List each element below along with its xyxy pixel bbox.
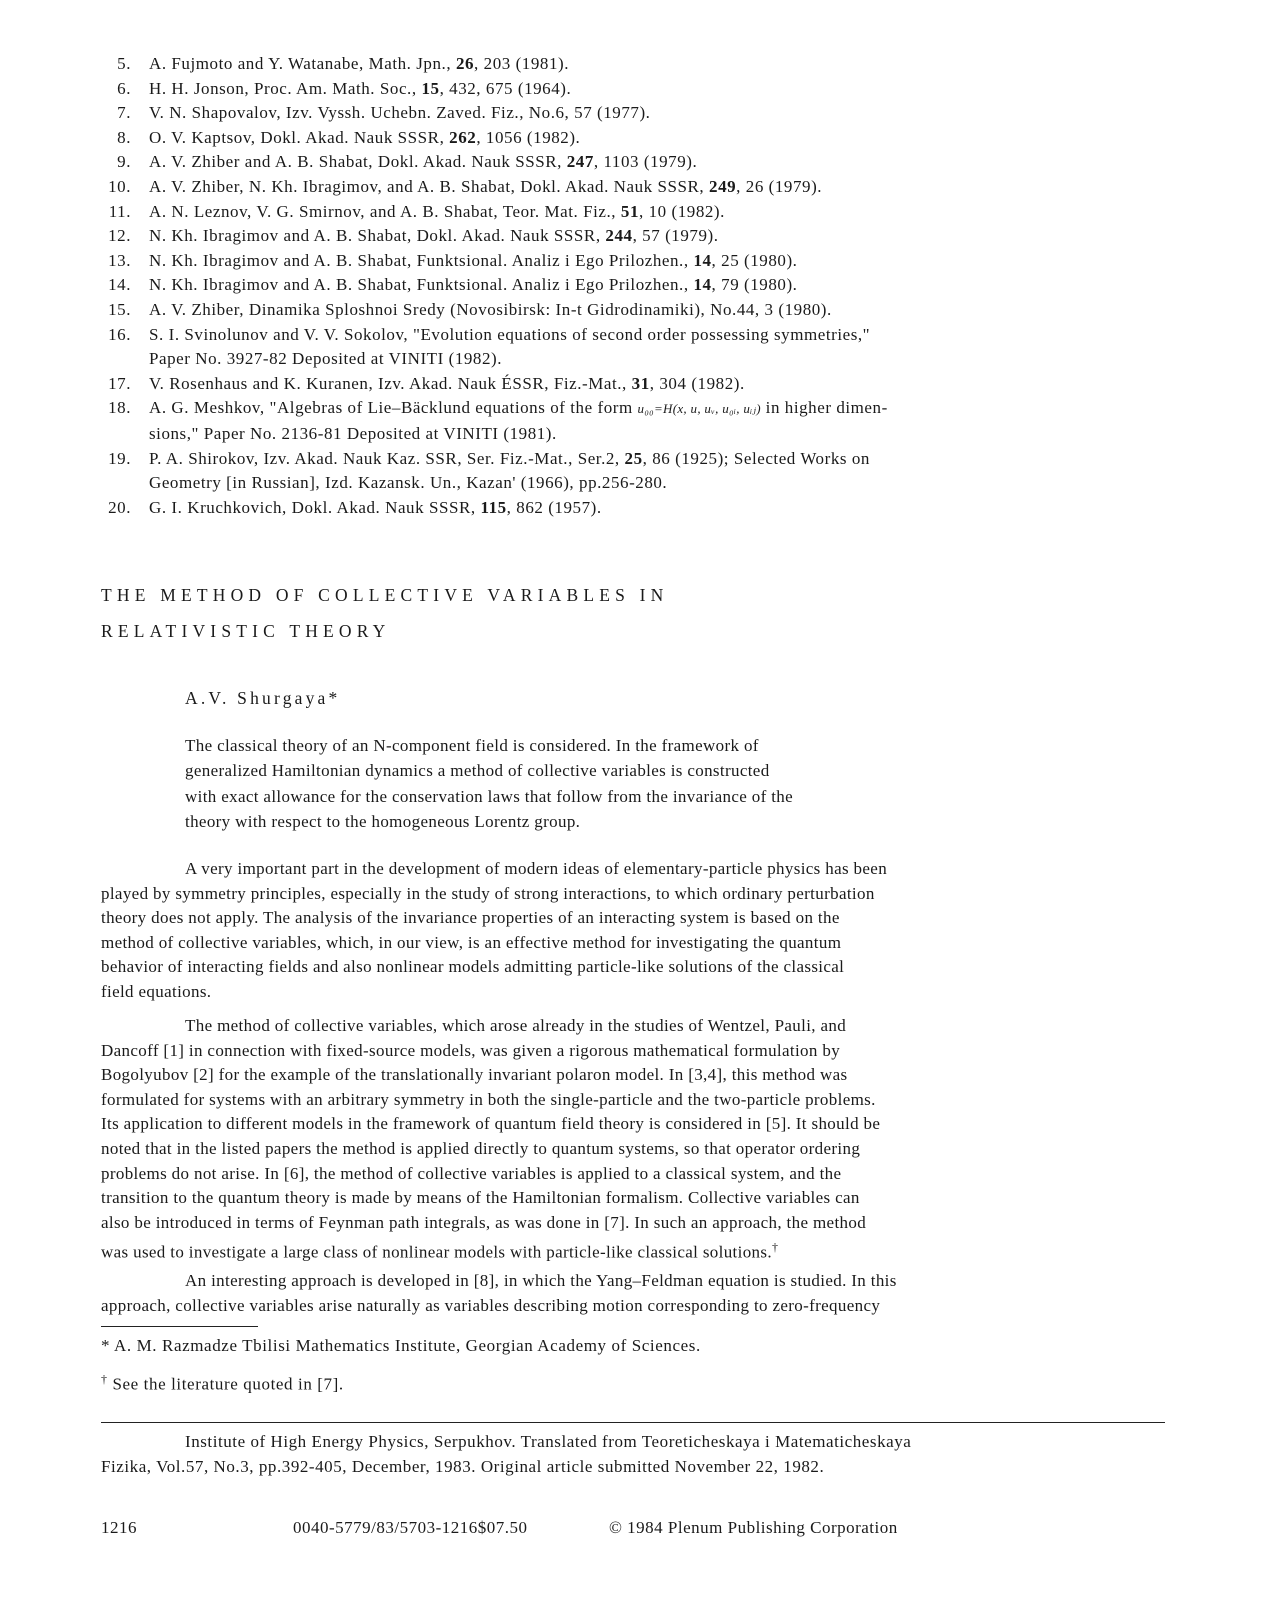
institution-divider bbox=[101, 1422, 1165, 1423]
abstract: The classical theory of an N-component field is considered. In the framework of generalized Hamiltonian dynamics a method of collective variables is constructed with exact allowance for the conservation laws that follow from the invariance of the theory with respect to the homogeneous Lorentz group. bbox=[185, 736, 794, 831]
reference-item: 6. H. H. Jonson, Proc. Am. Math. Soc., 15, 432, 675 (1964). bbox=[117, 78, 572, 98]
reference-item: 12. N. Kh. Ibragimov and A. B. Shabat, Dokl. Akad. Nauk SSSR, 244, 57 (1979). bbox=[108, 226, 719, 246]
reference-item: 16. S. I. Svinolunov and V. V. Sokolov, "Evolution equations of second order possessing symmetries," Paper No. 3927-82 Deposited at VINITI (1982). bbox=[108, 324, 871, 369]
footnote-divider bbox=[101, 1326, 258, 1327]
paragraph-2: The method of collective variables, which arose already in the studies of Wentzel, Pauli, and Dancoff [1] in connection with fixed-source models, was given a rigorous mathematical formulation by Bogolyubov [2] for the example of the translationally invariant polaron model. In [3,4], this method was formulated for systems with an arbitrary symmetry in both the single-particle and the two-particle problems. Its application to different models in the framework of quantum field theory is considered in [5]. It should be noted that in the listed papers the method is applied directly to quantum systems, so that operator ordering problems do not arise. In [6], the method of collective variables is applied to a classical system, and the transition to the quantum theory is made by means of the Hamiltonian formalism. Collective variables can also be introduced in terms of Feynman path integrals, as was done in [7]. In such an approach, the method was used to investigate a large class of nonlinear models with particle-like classical solutions.† bbox=[101, 1016, 881, 1262]
paragraph-1: A very important part in the development of modern ideas of elementary-particle physics has been played by symmetry principles, especially in the study of strong interactions, to which ordinary perturbation theory does not apply. The analysis of the invariance properties of an interacting system is based on the method of collective variables, which, in our view, is an effective method for investigating the quantum behavior of interacting fields and also nonlinear models admitting particle-like solutions of the classical field equations. bbox=[101, 859, 888, 1001]
copyright: © 1984 Plenum Publishing Corporation bbox=[609, 1518, 898, 1537]
footnote-affiliation: * A. M. Razmadze Tbilisi Mathematics Institute, Georgian Academy of Sciences. bbox=[101, 1336, 701, 1355]
paragraph-3: An interesting approach is developed in [8], in which the Yang–Feldman equation is studied. In this approach, collective variables arise naturally as variables describing motion corresponding to zero-frequency bbox=[101, 1271, 897, 1315]
author: A.V. Shurgaya* bbox=[185, 688, 341, 708]
reference-item: 20. G. I. Kruchkovich, Dokl. Akad. Nauk SSSR, 115, 862 (1957). bbox=[108, 497, 602, 517]
reference-item: 18. A. G. Meshkov, "Algebras of Lie–Bäcklund equations of the form u₀₀=H(x, u, uᵥ, u₀ᵢ, uᵢⱼ) in higher dimen- sions," Paper No. 2136-81 Deposited at VINITI (1981). bbox=[108, 398, 888, 443]
dagger-footnote-mark: † bbox=[771, 1240, 779, 1255]
reference-item: 10. A. V. Zhiber, N. Kh. Ibragimov, and A. B. Shabat, Dokl. Akad. Nauk SSSR, 249, 26 (1979). bbox=[108, 176, 823, 196]
article-title-line-2: RELATIVISTIC THEORY bbox=[101, 621, 391, 641]
footnote-literature: † See the literature quoted in [7]. bbox=[101, 1372, 344, 1394]
article-title-line-1: THE METHOD OF COLLECTIVE VARIABLES IN bbox=[101, 585, 669, 605]
reference-list bbox=[0, 52, 1261, 520]
reference-item: 9. A. V. Zhiber and A. B. Shabat, Dokl. Akad. Nauk SSSR, 247, 1103 (1979). bbox=[117, 152, 698, 172]
institution-note: Institute of High Energy Physics, Serpukhov. Translated from Teoreticheskaya i Matematicheskaya Fizika, Vol.57, No.3, pp.392-405, December, 1983. Original article submitted November 22, 1982. bbox=[101, 1432, 912, 1476]
reference-item: 8. O. V. Kaptsov, Dokl. Akad. Nauk SSSR, 262, 1056 (1982). bbox=[117, 127, 581, 147]
reference-item: 15. A. V. Zhiber, Dinamika Sploshnoi Sredy (Novosibirsk: In-t Gidrodinamiki), No.44, 3 (1980). bbox=[108, 299, 832, 319]
page-number: 1216 bbox=[101, 1518, 137, 1537]
reference-item: 17. V. Rosenhaus and K. Kuranen, Izv. Akad. Nauk ÉSSR, Fiz.-Mat., 31, 304 (1982). bbox=[108, 373, 745, 393]
reference-item: 7. V. N. Shapovalov, Izv. Vyssh. Uchebn. Zaved. Fiz., No.6, 57 (1977). bbox=[117, 103, 651, 123]
reference-item: 14. N. Kh. Ibragimov and A. B. Shabat, Funktsional. Analiz i Ego Prilozhen., 14, 79 (1980). bbox=[108, 275, 798, 295]
reference-item: 13. N. Kh. Ibragimov and A. B. Shabat, Funktsional. Analiz i Ego Prilozhen., 14, 25 (1980). bbox=[108, 250, 798, 270]
reference-item: 11. A. N. Leznov, V. G. Smirnov, and A. B. Shabat, Teor. Mat. Fiz., 51, 10 (1982). bbox=[108, 201, 725, 221]
reference-item: 19. P. A. Shirokov, Izv. Akad. Nauk Kaz. SSR, Ser. Fiz.-Mat., Ser.2, 25, 86 (1925); Selected Works on Geometry [in Russian], Izd. Kazansk. Un., Kazan' (1966), pp.256-280. bbox=[108, 448, 870, 493]
reference-item: 5. A. Fujmoto and Y. Watanabe, Math. Jpn., 26, 203 (1981). bbox=[117, 54, 570, 73]
math-formula: u₀₀=H(x, u, uᵥ, u₀ᵢ, uᵢⱼ) bbox=[637, 401, 761, 417]
publication-code: 0040-5779/83/5703-1216$07.50 bbox=[293, 1518, 528, 1537]
